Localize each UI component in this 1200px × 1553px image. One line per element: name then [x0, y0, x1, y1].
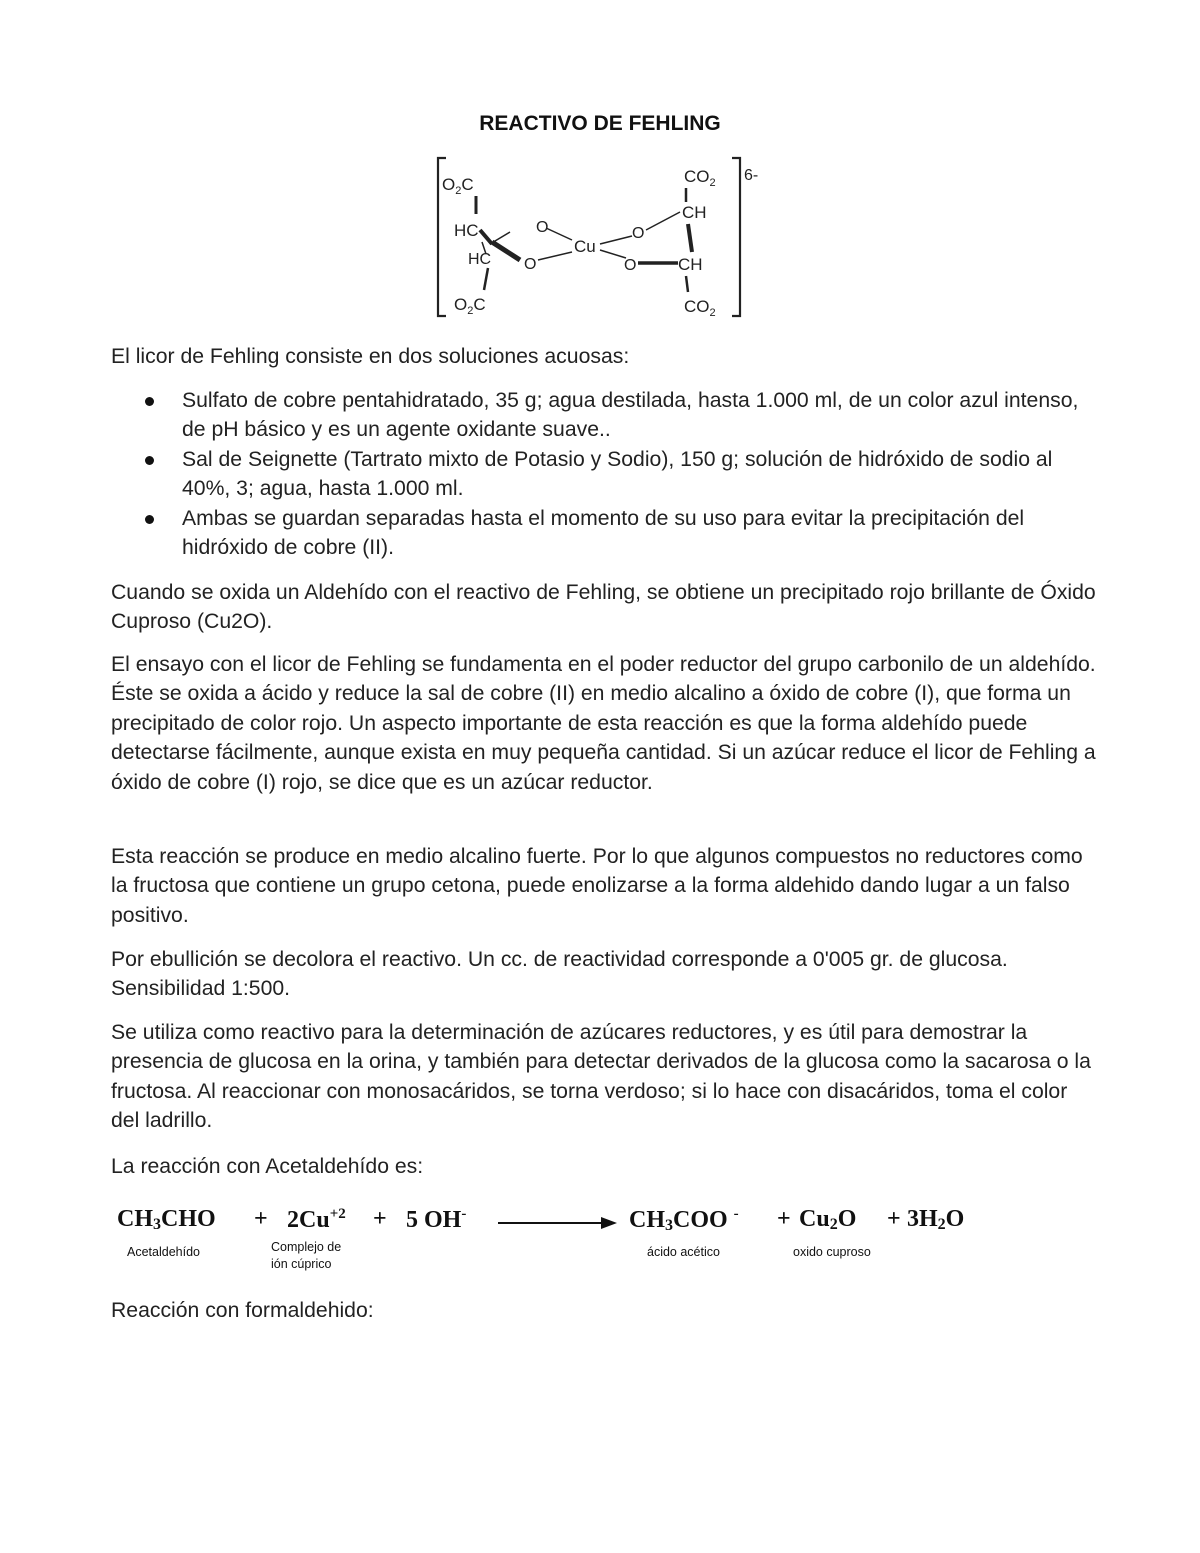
label-co2-bottom: $CO_2$	[684, 297, 716, 319]
arrow-head-icon	[601, 1217, 617, 1229]
label-o2c-bottom: $O_2C$	[454, 295, 486, 317]
label-charge: 6-	[744, 167, 759, 184]
label-acetaldehido: Acetaldehído	[127, 1245, 200, 1259]
eq-plus: +	[373, 1206, 387, 1232]
label-acido-acetico: ácido acético	[647, 1245, 720, 1259]
bond-left-4	[490, 232, 510, 244]
label-o-right-bottom: O	[624, 257, 637, 274]
label-complejo-2: ión cúprico	[271, 1257, 332, 1271]
list-item-text: Sulfato de cobre pentahidratado, 35 g; agua destilada, hasta 1.000 ml, de un color azul intenso, de pH básico y es un agente oxidante suave..	[182, 389, 1079, 442]
paragraph: La reacción con Acetaldehído es:	[111, 1155, 424, 1178]
eq-product-ch3coo: $CH_3COO$ -	[629, 1206, 739, 1234]
list-item-text: Sal de Seignette (Tartrato mixto de Potasio y Sodio), 150 g; solución de hidróxido de sodio al 40%, 3; agua, hasta 1.000 ml.	[182, 447, 1053, 501]
list-item	[111, 445, 1096, 504]
paragraph: Se utiliza como reactivo para la determinación de azúcares reductores, y es útil para demostrar la presencia de glucosa en la orina, y también para detectar derivados de la glucosa como la sacarosa o la fructosa. Al reaccionar con monosacáridos, se torna verdoso; si lo hace con disacáridos, toma el color del ladrillo.	[111, 1021, 1091, 1133]
reaction-arrow	[498, 1222, 608, 1224]
bond-o-cu-2	[538, 252, 572, 260]
label-o-left-top: O	[536, 219, 549, 236]
label-hc-bottom: HC	[468, 251, 492, 268]
eq-reactant-ch3cho: $CH_3CHO$	[117, 1206, 216, 1233]
bond-right-3	[688, 224, 692, 252]
eq-reactant-oh: 5 OH-	[406, 1206, 467, 1233]
structure-diagram	[420, 152, 780, 324]
bond-left-2	[484, 268, 488, 290]
label-o-right-top: O	[632, 225, 645, 242]
bond-right-5	[686, 276, 688, 292]
wedge-left	[480, 230, 492, 244]
copper-tartrate-structure	[420, 152, 780, 324]
bond-o-cu-1	[546, 228, 572, 240]
eq-product-h2o: $3H_2O$	[907, 1206, 965, 1233]
list-item-text: Ambas se guardan separadas hasta el momento de su uso para evitar la precipitación del hidróxido de cobre (II).	[182, 506, 1025, 560]
paragraph: El ensayo con el licor de Fehling se fundamenta en el poder reductor del grupo carbonilo de un aldehído. Éste se oxida a ácido y reduce la sal de cobre (II) en medio alcalino a óxido de cobre (I), que forma un precipitado de color rojo. Un aspecto importante de esta reacción es que la forma aldehído puede detectarse fácilmente, aunque exista en muy pequeña cantidad. Si un azúcar reduce el licor de Fehling a óxido de cobre (I) rojo, se dice que es un azúcar reductor.	[111, 653, 1096, 794]
right-bracket	[732, 158, 740, 316]
eq-product-cu2o: $Cu_2O$	[799, 1206, 857, 1233]
label-o2c-top: $O_2C$	[442, 175, 474, 197]
label-ch-bottom: CH	[678, 255, 703, 274]
acetaldehyde-reaction-equation	[111, 1198, 1011, 1280]
label-cu: Cu	[574, 237, 596, 256]
eq-plus: +	[887, 1206, 901, 1232]
list-item	[111, 504, 1096, 563]
list-item	[111, 386, 1096, 445]
solution-list	[111, 386, 1096, 562]
label-o-left-bottom: O	[524, 256, 537, 273]
label-complejo-1: Complejo de	[271, 1240, 342, 1254]
bullet-icon	[145, 456, 154, 465]
bond-cu-o-1	[600, 236, 632, 244]
paragraph: Por ebullición se decolora el reactivo. Un cc. de reactividad corresponde a 0'005 gr. de glucosa. Sensibilidad 1:500.	[111, 948, 1008, 1001]
bullet-icon	[145, 397, 154, 406]
final-line: Reacción con formaldehido:	[111, 1299, 374, 1322]
eq-plus: +	[777, 1206, 791, 1232]
label-co2-top: $CO_2$	[684, 167, 716, 189]
label-ch-top: CH	[682, 203, 707, 222]
page-title: REACTIVO DE FEHLING	[479, 112, 721, 135]
paragraph: Cuando se oxida un Aldehído con el reactivo de Fehling, se obtiene un precipitado rojo brillante de Óxido Cuproso (Cu2O).	[111, 581, 1096, 634]
bond-cu-o-2	[600, 250, 626, 258]
eq-plus: +	[254, 1206, 268, 1232]
label-oxido-cuproso: oxido cuproso	[793, 1245, 871, 1259]
intro-text: El licor de Fehling consiste en dos soluciones acuosas:	[111, 345, 630, 368]
eq-reactant-cu: $2Cu^{+2}$	[287, 1206, 346, 1233]
bond-left-3	[492, 242, 520, 260]
bullet-icon	[145, 515, 154, 524]
paragraph: Esta reacción se produce en medio alcalino fuerte. Por lo que algunos compuestos no reductores como la fructosa que contiene un grupo cetona, puede enolizarse a la forma aldehido dando lugar a un falso positivo.	[111, 845, 1083, 927]
label-hc-top: HC	[454, 221, 479, 240]
bond-right-2	[646, 212, 680, 230]
